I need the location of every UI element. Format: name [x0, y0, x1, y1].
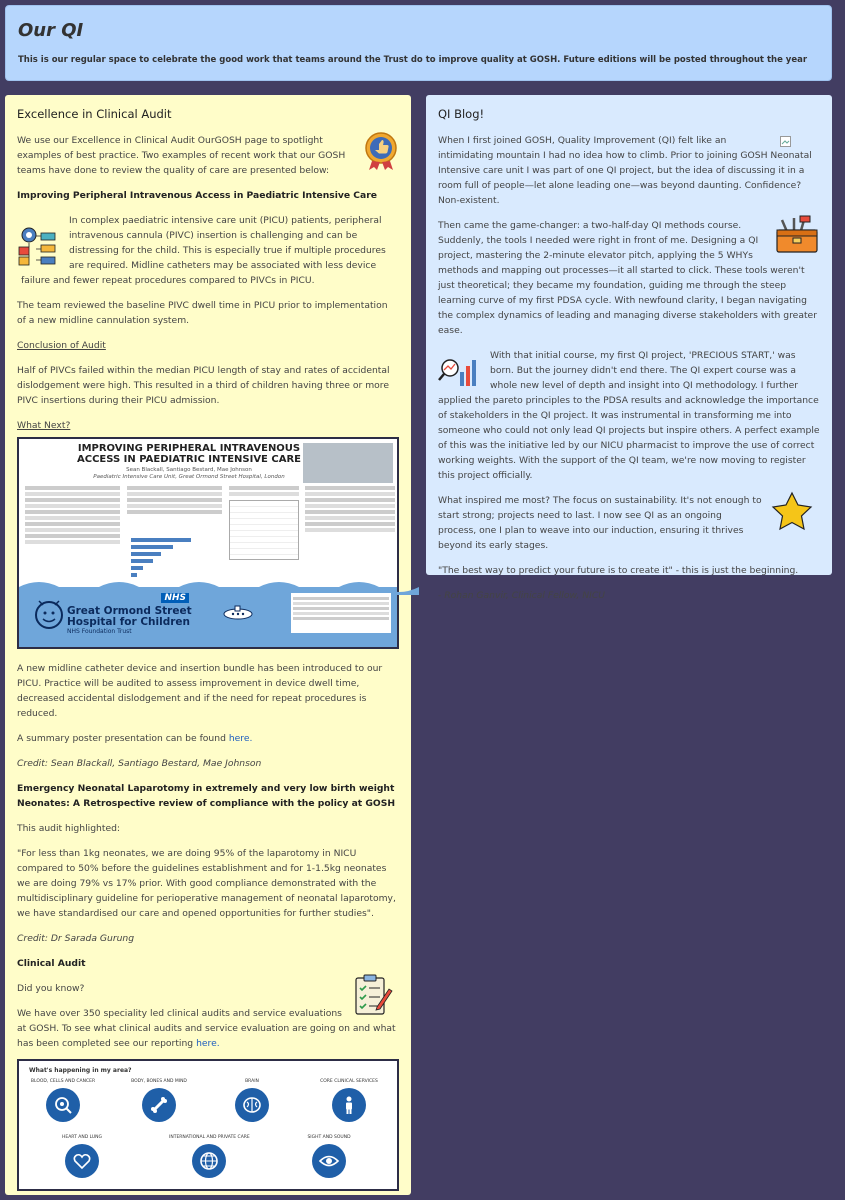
- clinical-audit-paragraph: [17, 1006, 399, 1051]
- clinical-audit-heading: Excellence in Clinical Audit: [17, 107, 172, 121]
- conclusion-paragraph: Half of PIVCs failed within the median PICU length of stay and rates of accidental dislodgement were high. This resulted in a third of children having three or more PIVC insertions during their PICU admission.: [17, 365, 390, 406]
- area-sight-sound[interactable]: [289, 1135, 369, 1178]
- poster-affiliation: Paediatric Intensive Care Unit, Great Ormond Street Hospital, London: [93, 474, 285, 480]
- blog-paragraph-4: What inspired me most? The focus on sustainability. It's not enough to start strong; projects need to last. I now see QI as an ongoing process, one I plan to weave into our induction, ensuring it thrives beyond its early stages.: [438, 495, 762, 551]
- process-gears-icon: [17, 223, 61, 271]
- area-label-heart: HEART AND LUNG: [61, 1135, 103, 1140]
- thumbs-up-medal-icon: [363, 131, 399, 175]
- qi-blog-panel: [426, 95, 832, 601]
- clinical-audit-title: Clinical Audit: [17, 958, 86, 969]
- laparotomy-highlight: This audit highlighted:: [17, 823, 121, 834]
- blog-signature: - Rohan Ganvir, Clinical Fellow, NICU: [438, 590, 605, 601]
- team-paragraph: The team reviewed the baseline PIVC dwell time in PICU prior to implementation of a new midline cannulation system.: [17, 300, 388, 326]
- poster-bar-chart: [129, 534, 224, 584]
- heart-icon: [65, 1144, 99, 1178]
- piv-paragraph: In complex paediatric intensive care unit (PICU) patients, peripheral intravenous cannula (PIVC) insertion is challenging and can be distressing for the child. This is especially true if multiple procedures are required. Midline catheters may be associated with less device failure and fewer repeat procedures compared to PIVCs in PICU.: [21, 215, 386, 286]
- poster-column-4: [305, 484, 395, 534]
- trust-name: NHS Foundation Trust: [67, 628, 132, 635]
- credit-piv: Credit: Sean Blackall, Santiago Bestard, Mae Johnson: [17, 758, 262, 769]
- area-label-blood: BLOOD, CELLS AND CANCER: [30, 1079, 96, 1084]
- what-next-heading: What Next?: [17, 420, 71, 431]
- area-core-clinical-services[interactable]: [309, 1079, 389, 1122]
- eye-icon: [312, 1144, 346, 1178]
- conclusion-heading: Conclusion of Audit: [17, 340, 106, 351]
- area-body-bones-mind[interactable]: [119, 1079, 199, 1122]
- summary-line: [17, 731, 399, 746]
- blog-paragraph-1: When I first joined GOSH, Quality Improvement (QI) felt like an intimidating mountain I had no idea how to climb. Prior to joining GOSH Neonatal Intensive care unit I was part of one QI project, but the idea of discussing it in a room full of people—let alone leading one—was beyond daunting. Confidence? Non-existent.: [438, 135, 812, 206]
- area-brain[interactable]: [212, 1079, 292, 1122]
- poster-summary-link[interactable]: here.: [228, 733, 253, 744]
- poster-column-2: [127, 484, 222, 516]
- gosh-nhs-logo: [59, 593, 239, 641]
- clinical-audit-panel: [5, 95, 411, 1195]
- page-title: Our QI: [18, 20, 84, 41]
- nhs-label: NHS: [161, 593, 189, 603]
- page-subtitle: This is our regular space to celebrate the good work that teams around the Trust do to improve quality at GOSH. Future editions will be posted throughout the year: [18, 55, 808, 65]
- poster-column-3: [229, 484, 299, 560]
- audit-reporting-link[interactable]: here.: [196, 1038, 220, 1049]
- did-you-know: Did you know?: [17, 983, 85, 994]
- area-label-brain: BRAIN: [245, 1079, 259, 1084]
- piv-poster-image[interactable]: [17, 437, 399, 649]
- hospital-name-1: Great Ormond Street: [67, 605, 192, 617]
- broken-image-icon: [780, 133, 820, 147]
- chart-magnifier-icon: [438, 354, 482, 392]
- midline-paragraph: A new midline catheter device and insertion bundle has been introduced to our PICU. Practice will be audited to assess improvement in device dwell time, decreased accidental dislodgement and if the need for repeat procedures is reduced.: [17, 663, 383, 719]
- blog-paragraph-3: With that initial course, my first QI project, 'PRECIOUS START,' was born. But the journey didn't end there. The QI expert course was a whole new level of depth and insight into QI methodology. I further applied the pareto principles to the PDSA results and acknowledge the importance of stakeholders in the QI project. It was instrumental in transforming me into someone who could not only lead QI projects but inspire others. A perfect example of this was the initiative led by our NICU pharmacist to improve the use of correct working weights. With the support of the QI team, we're now moving to register this project officially.: [438, 350, 820, 481]
- credit-laparotomy: Credit: Dr Sarada Gurung: [17, 933, 135, 944]
- hospital-name-2: Hospital for Children: [67, 616, 191, 628]
- laparotomy-title: Emergency Neonatal Laparotomy in extremely and very low birth weight Neonates: A Retrospective review of compliance with the policy at GOSH: [17, 783, 396, 809]
- area-label-sight: SIGHT AND SOUND: [307, 1135, 351, 1140]
- area-international-private-care[interactable]: [169, 1135, 249, 1178]
- qi-blog-heading: QI Blog!: [438, 107, 485, 121]
- area-label-body: BODY, BONES AND MIND: [131, 1079, 187, 1084]
- blog-paragraph-2: Then came the game-changer: a two-half-day QI methods course. Suddenly, the tools I needed were right in front of me. Designing a QI project, mastering the 2-minute elevator pitch, applying the 5 WHYs methods and mapping out processes—it all started to click. These tools weren't just theoretical; they became my foundation, guiding me through the steep learning curve of my first PDSA cycle. With newfound clarity, I began navigating the complex dynamics of leading and managing diverse stakeholders with greater ease.: [438, 220, 817, 336]
- blog-quote: "The best way to predict your future is to create it" - this is just the beginning.: [438, 565, 799, 576]
- intro-text: We use our Excellence in Clinical Audit OurGOSH page to spotlight examples of best practice. Two examples of recent work that our GOSH teams have done to review the quality of care are presented below:: [17, 135, 346, 176]
- checklist-clipboard-icon: [353, 973, 395, 1021]
- laparotomy-quote: "For less than 1kg neonates, we are doing 95% of the laparotomy in NICU compared to 50% before the guidelines establishment and for 1-1.5kg neonates we are doing 79% vs 17% prior. With good compliance demonstrated with the multidisciplinary guideline for perioperative management of neonatal laparotomy, we have standardised our care and opened opportunities for further studies".: [17, 848, 396, 919]
- area-blood-cells-cancer[interactable]: [23, 1079, 103, 1122]
- star-icon: [770, 491, 814, 537]
- toolbox-icon: [774, 214, 820, 258]
- poster-title: IMPROVING PERIPHERAL INTRAVENOUS ACCESS IN PAEDIATRIC INTENSIVE CARE: [77, 443, 301, 465]
- piv-title: Improving Peripheral Intravenous Access in Paediatric Intensive Care: [17, 190, 377, 201]
- brain-icon: [235, 1088, 269, 1122]
- area-heart-lung[interactable]: [42, 1135, 122, 1178]
- area-label-international: INTERNATIONAL AND PRIVATE CARE: [169, 1135, 250, 1140]
- summary-text: A summary poster presentation can be found: [17, 733, 229, 744]
- page-banner: [5, 5, 832, 81]
- bone-icon: [142, 1088, 176, 1122]
- person-icon: [332, 1088, 366, 1122]
- microscope-icon: [46, 1088, 80, 1122]
- whats-happening-image[interactable]: [17, 1059, 399, 1191]
- poster-photos: [303, 443, 393, 483]
- area-label-core: CORE CLINICAL SERVICES: [320, 1079, 378, 1084]
- clinical-audit-text: We have over 350 speciality led clinical audits and service evaluations at GOSH. To see what clinical audits and service evaluation are going on and what has been completed see our reporting: [17, 1008, 396, 1049]
- areas-title: What's happening in my area?: [29, 1067, 132, 1074]
- poster-authors: Sean Blackall, Santiago Bestard, Mae Johnson: [126, 467, 252, 473]
- poster-column-1: [25, 484, 120, 546]
- submarine-icon: [219, 603, 257, 625]
- poster-subtitle: [79, 467, 299, 481]
- globe-icon: [192, 1144, 226, 1178]
